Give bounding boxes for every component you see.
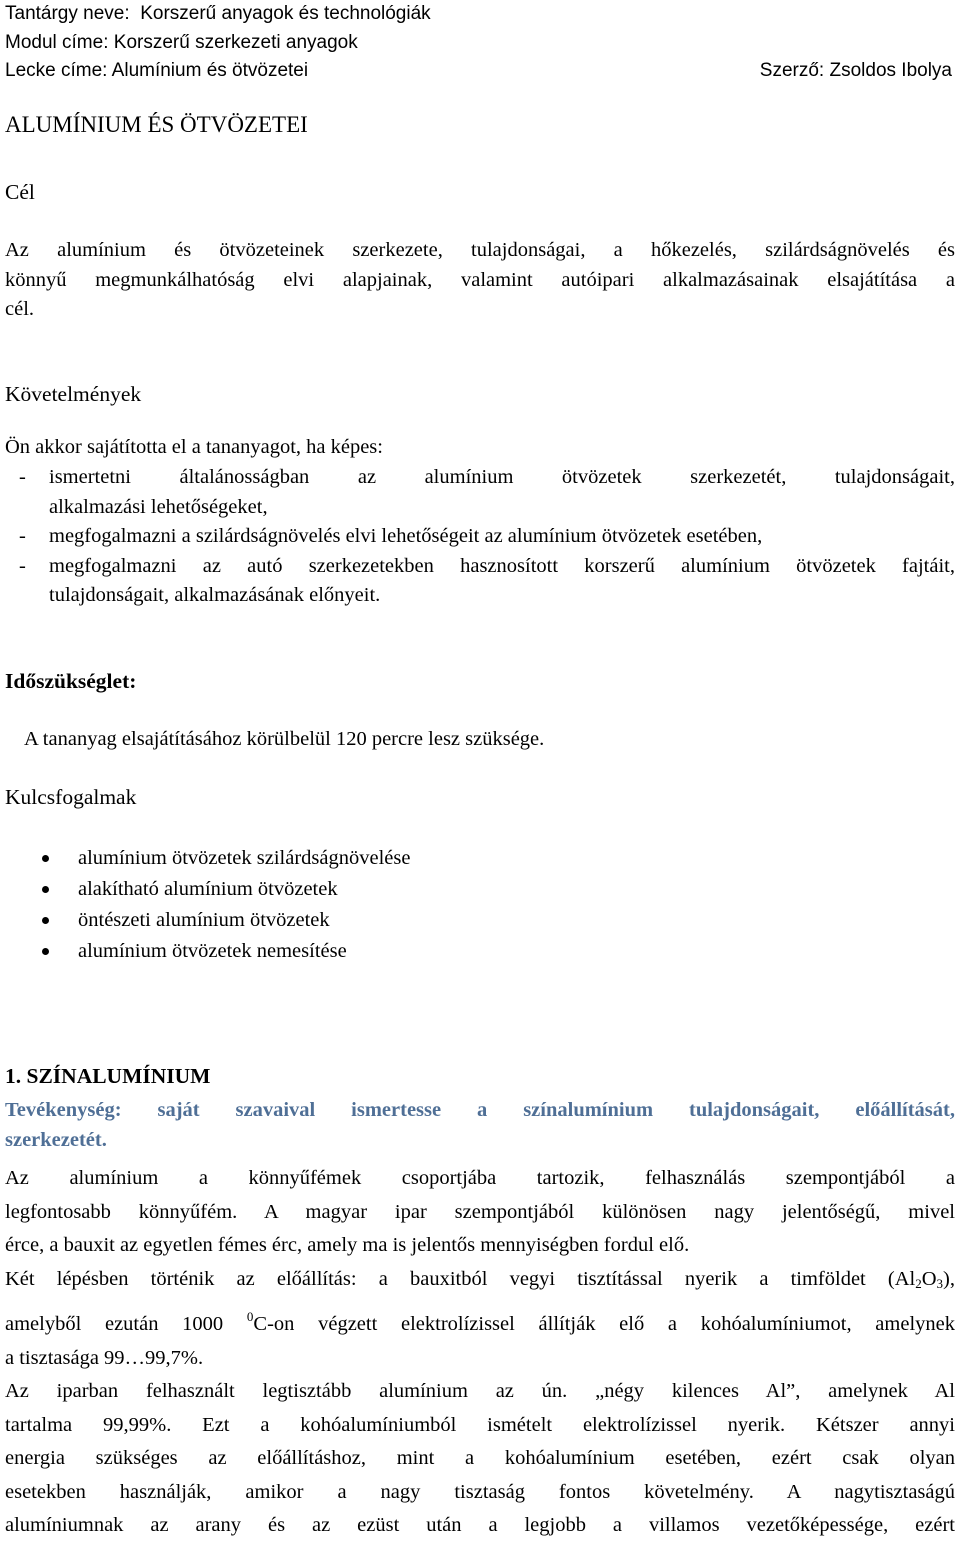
- paragraph-1-line-3: érce, a bauxit az egyetlen fémes érc, amely ma is jelentős mennyiségben fordul elő.: [5, 1234, 690, 1256]
- goal-line-1: Az alumínium és ötvözeteinek szerkezete, tulajdonságai, a hőkezelés, szilárdságnövelés és: [5, 239, 955, 261]
- module-value: Korszerű szerkezeti anyagok: [113, 31, 358, 53]
- dash-marker: -: [19, 554, 26, 577]
- time-heading: Időszükséglet:: [5, 669, 137, 693]
- requirement-item: [5, 463, 955, 522]
- keyword-item: [40, 874, 410, 905]
- requirements-intro: Ön akkor sajátította el a tananyagot, ha képes:: [5, 436, 383, 458]
- header-author: Szerző: Zsoldos Ibolya: [759, 60, 952, 81]
- activity-line-1: Tevékenység: saját szavaival ismertesse a színalumínium tulajdonságait, előállítását,: [5, 1099, 955, 1121]
- requirement-1-line-1: ismertetni általánosságban az alumínium ötvözetek szerkezetét, tulajdonságait,: [49, 466, 955, 488]
- goal-paragraph: [5, 236, 955, 325]
- keywords-heading: Kulcsfogalmak: [5, 785, 137, 809]
- keyword-item: [40, 905, 410, 936]
- dash-marker: -: [19, 466, 26, 488]
- body-text: [5, 1162, 955, 1543]
- keyword-text: öntészeti alumínium ötvözetek: [78, 909, 330, 931]
- p2-text-a: Két lépésben történik az előállítás: a bauxitból vegyi tisztítással nyerik a timföldet (Al: [5, 1267, 916, 1290]
- header-lesson-row: [5, 57, 952, 86]
- bullet-icon: [42, 855, 49, 862]
- time-text: A tananyag elsajátításához körülbelül 120 percre lesz szüksége.: [24, 728, 545, 750]
- bullet-icon: [42, 917, 49, 924]
- paragraph-1-line-1: Az alumínium a könnyűfémek csoportjába tartozik, felhasználás szempontjából a: [5, 1167, 955, 1189]
- requirement-item: [5, 522, 955, 552]
- section-heading: 1. SZÍNALUMÍNIUM: [5, 1064, 211, 1088]
- p2-text-c: ),: [943, 1267, 955, 1290]
- activity-instruction: [5, 1095, 955, 1155]
- goal-line-3: cél.: [5, 298, 35, 320]
- paragraph-3-line-1: Az iparban felhasznált legtisztább alumínium az ún. „négy kilences Al”, amelynek Al: [5, 1380, 955, 1402]
- header-lesson: [5, 57, 308, 86]
- subject-value: Korszerű anyagok és technológiák: [140, 3, 431, 24]
- lesson-value: Alumínium és ötvözetei: [111, 60, 309, 81]
- header-module: [5, 29, 358, 58]
- module-label: Modul címe:: [5, 31, 109, 53]
- superscript: 0: [246, 1309, 254, 1324]
- requirement-3-line-1: megfogalmazni az autó szerkezetekben hasznosított korszerű alumínium ötvözetek fajtáit,: [49, 554, 955, 577]
- paragraph-3-line-3: energia szükséges az előállításhoz, mint a kohóalumínium esetében, ezért csak olyan: [5, 1447, 955, 1469]
- p2-text-b: O: [921, 1267, 937, 1290]
- bullet-icon: [42, 886, 49, 893]
- paragraph-2-line-3: a tisztasága 99…99,7%.: [5, 1346, 204, 1369]
- keywords-list: [40, 843, 410, 967]
- goal-line-2: könnyű megmunkálhatóság elvi alapjainak, valamint autóipari alkalmazásainak elsajátítása a: [5, 268, 955, 291]
- paragraph-3-line-2: tartalma 99,99%. Ezt a kohóalumíniumból ismételt elektrolízissel nyerik. Kétszer annyi: [5, 1413, 955, 1436]
- lesson-label: Lecke címe:: [5, 60, 108, 81]
- requirement-1-line-2: alkalmazási lehetőségeket,: [49, 495, 268, 518]
- keyword-text: alumínium ötvözetek szilárdságnövelése: [78, 847, 411, 869]
- paragraph-1-line-2: legfontosabb könnyűfém. A magyar ipar szempontjából különösen nagy jelentőségű, mivel: [5, 1200, 955, 1223]
- keyword-text: alakítható alumínium ötvözetek: [78, 878, 338, 900]
- page-title: ALUMÍNIUM ÉS ÖTVÖZETEI: [5, 112, 308, 137]
- subject-label: Tantárgy neve:: [5, 3, 130, 24]
- header-subject: [5, 0, 431, 29]
- p2-text-e: C-on végzett elektrolízissel állítják elő a kohóalumíniumot, amelynek: [253, 1313, 955, 1335]
- requirements-list: [5, 463, 955, 611]
- page-header: [5, 0, 952, 86]
- paragraph-2-line-2: [5, 1300, 955, 1342]
- requirement-item: [5, 552, 955, 611]
- bullet-icon: [42, 948, 49, 955]
- paragraph-3-line-5: alumíniumnak az arany és az ezüst után a legjobb a villamos vezetőképessége, ezért: [5, 1514, 955, 1536]
- subscript: 3: [936, 1275, 944, 1291]
- keyword-item: [40, 843, 410, 874]
- paragraph-2-line-1: [5, 1263, 955, 1301]
- requirement-3-line-2: tulajdonságait, alkalmazásának előnyeit.: [49, 584, 381, 606]
- requirement-2-line-1: megfogalmazni a szilárdságnövelés elvi lehetőségeit az alumínium ötvözetek esetében,: [49, 525, 763, 547]
- subscript: 2: [915, 1275, 922, 1291]
- header-module-row: [5, 29, 952, 58]
- activity-line-2: szerkezetét.: [5, 1129, 107, 1151]
- requirements-heading: Követelmények: [5, 382, 142, 406]
- header-subject-row: [5, 0, 952, 29]
- goal-heading: Cél: [5, 180, 35, 204]
- dash-marker: -: [19, 525, 26, 547]
- keyword-text: alumínium ötvözetek nemesítése: [78, 940, 347, 962]
- keyword-item: [40, 936, 410, 967]
- paragraph-3-line-4: esetekben használják, amikor a nagy tisztaság fontos követelmény. A nagytisztaságú: [5, 1480, 955, 1503]
- p2-text-d: amelyből ezután 1000: [5, 1313, 247, 1335]
